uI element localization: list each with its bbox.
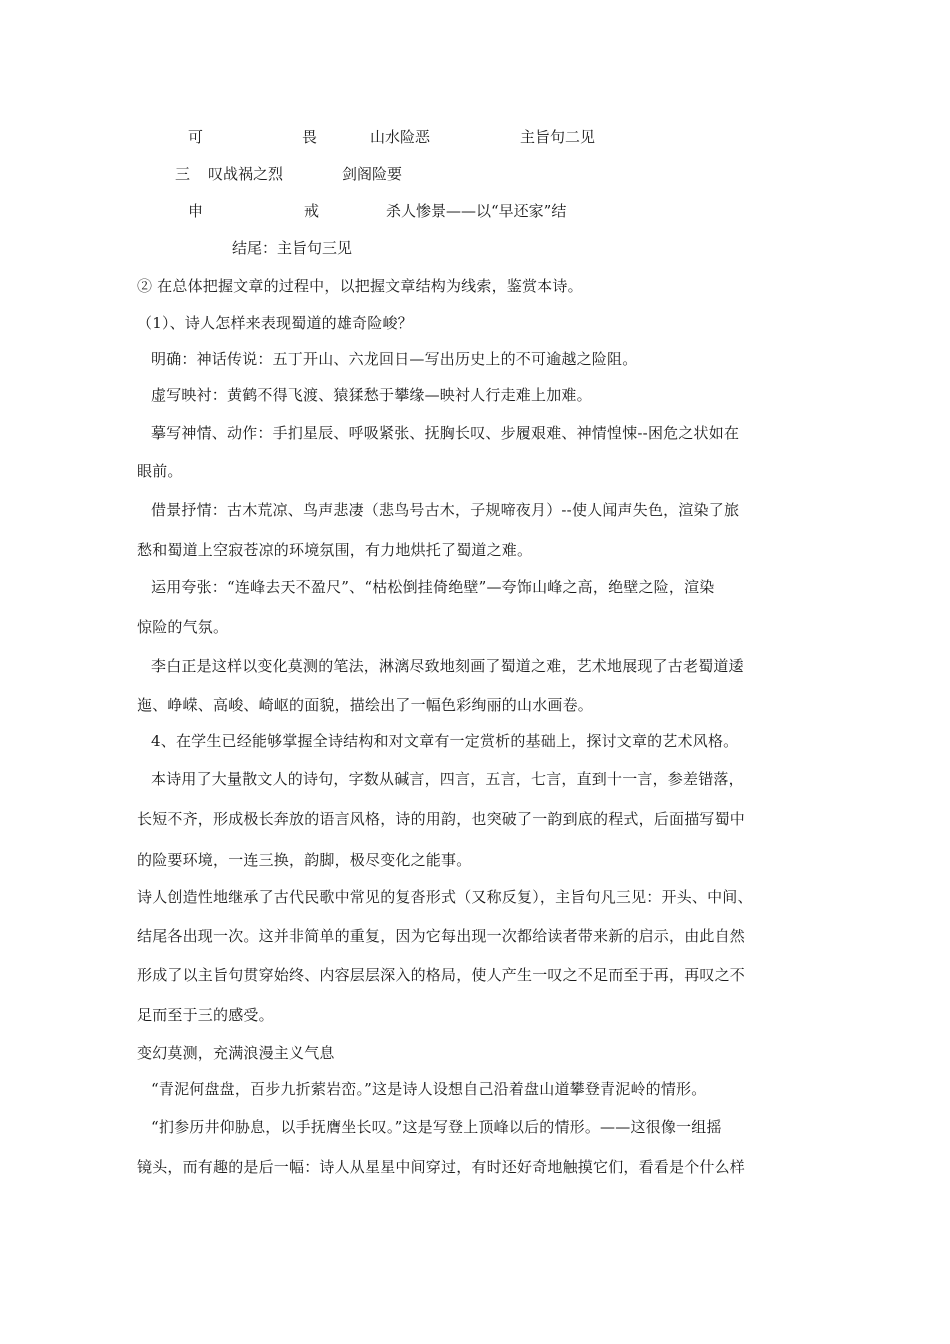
text-line: （1）、诗人怎样来表现蜀道的雄奇险峻？ <box>137 314 413 332</box>
text-line: “青泥何盘盘，百步九折萦岩峦。”这是诗人设想自己沿着盘山道攀登青泥岭的情形。 <box>151 1080 707 1098</box>
outline-cell: 杀人惨景——以“早还家”结 <box>386 202 567 220</box>
text-line: 长短不齐，形成极长奔放的语言风格，诗的用韵，也突破了一韵到底的程式，后面描写蜀中 <box>137 810 746 828</box>
text-line: 镜头，而有趣的是后一幅：诗人从星星中间穿过，有时还好奇地触摸它们，看看是个什么样 <box>137 1158 746 1176</box>
outline-cell: 剑阁险要 <box>342 165 403 183</box>
text-line: 足而至于三的感受。 <box>137 1006 274 1024</box>
outline-cell: 申 <box>188 202 204 220</box>
outline-cell: 主旨句二见 <box>520 128 596 146</box>
text-line: 迤、峥嵘、高峻、崎岖的面貌，描绘出了一幅色彩绚丽的山水画卷。 <box>137 696 594 714</box>
text-line: “扪参历井仰胁息，以手抚膺坐长叹。”这是写登上顶峰以后的情形。——这很像一组摇 <box>151 1118 722 1136</box>
text-line: 眼前。 <box>137 462 183 480</box>
text-line: 诗人创造性地继承了古代民歌中常见的复沓形式（又称反复），主旨句凡三见：开头、中间、 <box>137 888 753 906</box>
text-line: 李白正是这样以变化莫测的笔法，淋漓尽致地刻画了蜀道之难，艺术地展现了古老蜀道逶 <box>151 657 744 675</box>
outline-cell: 畏 <box>302 128 318 146</box>
outline-cell: 三 <box>175 165 191 183</box>
text-line: 借景抒情：古木荒凉、鸟声悲凄（悲鸟号古木，子规啼夜月）--使人闻声失色，渲染了旅 <box>151 501 740 519</box>
text-line: ② 在总体把握文章的过程中，以把握文章结构为线索，鉴赏本诗。 <box>137 277 583 295</box>
text-line: 明确：神话传说：五丁开山、六龙回日—写出历史上的不可逾越之险阻。 <box>151 350 638 368</box>
outline-cell: 可 <box>188 128 204 146</box>
text-line: 本诗用了大量散文人的诗句，字数从碱言，四言，五言，七言，直到十一言，参差错落， <box>151 770 744 788</box>
section-heading: 变幻莫测，充满浪漫主义气息 <box>137 1044 335 1062</box>
text-line: 虚写映衬：黄鹤不得飞渡、猿猱愁于攀缘—映衬人行走难上加难。 <box>151 386 592 404</box>
text-line: 4、在学生已经能够掌握全诗结构和对文章有一定赏析的基础上，探讨文章的艺术风格。 <box>151 732 739 750</box>
text-line: 运用夸张：“连峰去天不盈尺”、“枯松倒挂倚绝壁”—夸饰山峰之高，绝壁之险，渲染 <box>151 578 715 596</box>
text-line: 愁和蜀道上空寂苍凉的环境氛围，有力地烘托了蜀道之难。 <box>137 541 533 559</box>
outline-cell: 叹战祸之烈 <box>208 165 284 183</box>
text-line: 结尾各出现一次。这并非简单的重复，因为它每出现一次都给读者带来新的启示，由此自然 <box>137 927 746 945</box>
outline-cell: 山水险恶 <box>370 128 431 146</box>
outline-cell: 戒 <box>304 202 320 220</box>
text-line: 摹写神情、动作：手扪星辰、呼吸紧张、抚胸长叹、步履艰难、神情惶悚--困危之状如在 <box>151 424 740 442</box>
text-line: 形成了以主旨句贯穿始终、内容层层深入的格局，使人产生一叹之不足而至于再，再叹之不 <box>137 966 746 984</box>
outline-cell: 结尾：主旨句三见 <box>232 239 353 257</box>
text-line: 惊险的气氛。 <box>137 618 229 636</box>
text-line: 的险要环境，一连三换，韵脚，极尽变化之能事。 <box>137 851 472 869</box>
